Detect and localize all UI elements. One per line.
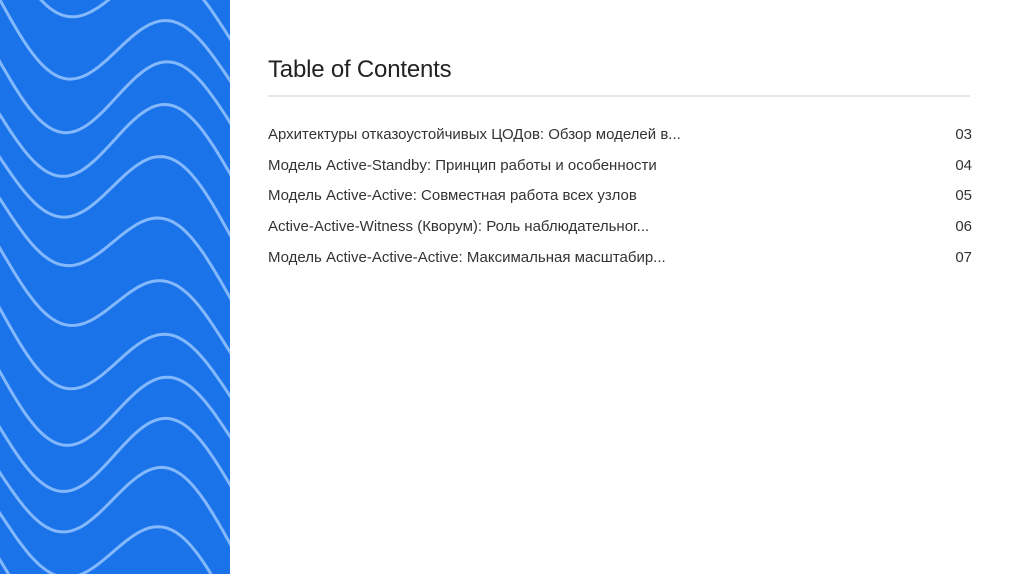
toc-item-text: Архитектуры отказоустойчивых ЦОДов: Обзор моделей в... [268,125,681,143]
page-title: Table of Contents [268,56,452,83]
toc-item-2[interactable] [268,150,972,181]
toc-item-page-number: 05 [955,187,972,205]
wave-pattern-graphic [0,0,230,574]
toc-item-3[interactable] [268,181,972,212]
toc-list [268,119,972,273]
toc-item-page-number: 06 [955,218,972,236]
toc-item-text: Active-Active-Witness (Кворум): Роль наблюдательног... [268,218,650,236]
toc-item-text: Модель Active-Active-Active: Максимальная масштабир... [268,249,666,267]
toc-item-page-number: 03 [955,125,972,143]
toc-item-text: Модель Active-Active: Совместная работа всех узлов [268,187,637,205]
toc-item-4[interactable] [268,211,972,242]
toc-item-text: Модель Active-Standby: Принцип работы и особенности [268,156,657,174]
toc-item-5[interactable] [268,242,972,273]
toc-item-page-number: 07 [955,249,972,267]
toc-content [268,0,972,574]
decorative-wave-panel [0,0,230,574]
title-divider [268,95,970,97]
toc-item-1[interactable] [268,119,972,150]
toc-item-page-number: 04 [955,156,972,174]
